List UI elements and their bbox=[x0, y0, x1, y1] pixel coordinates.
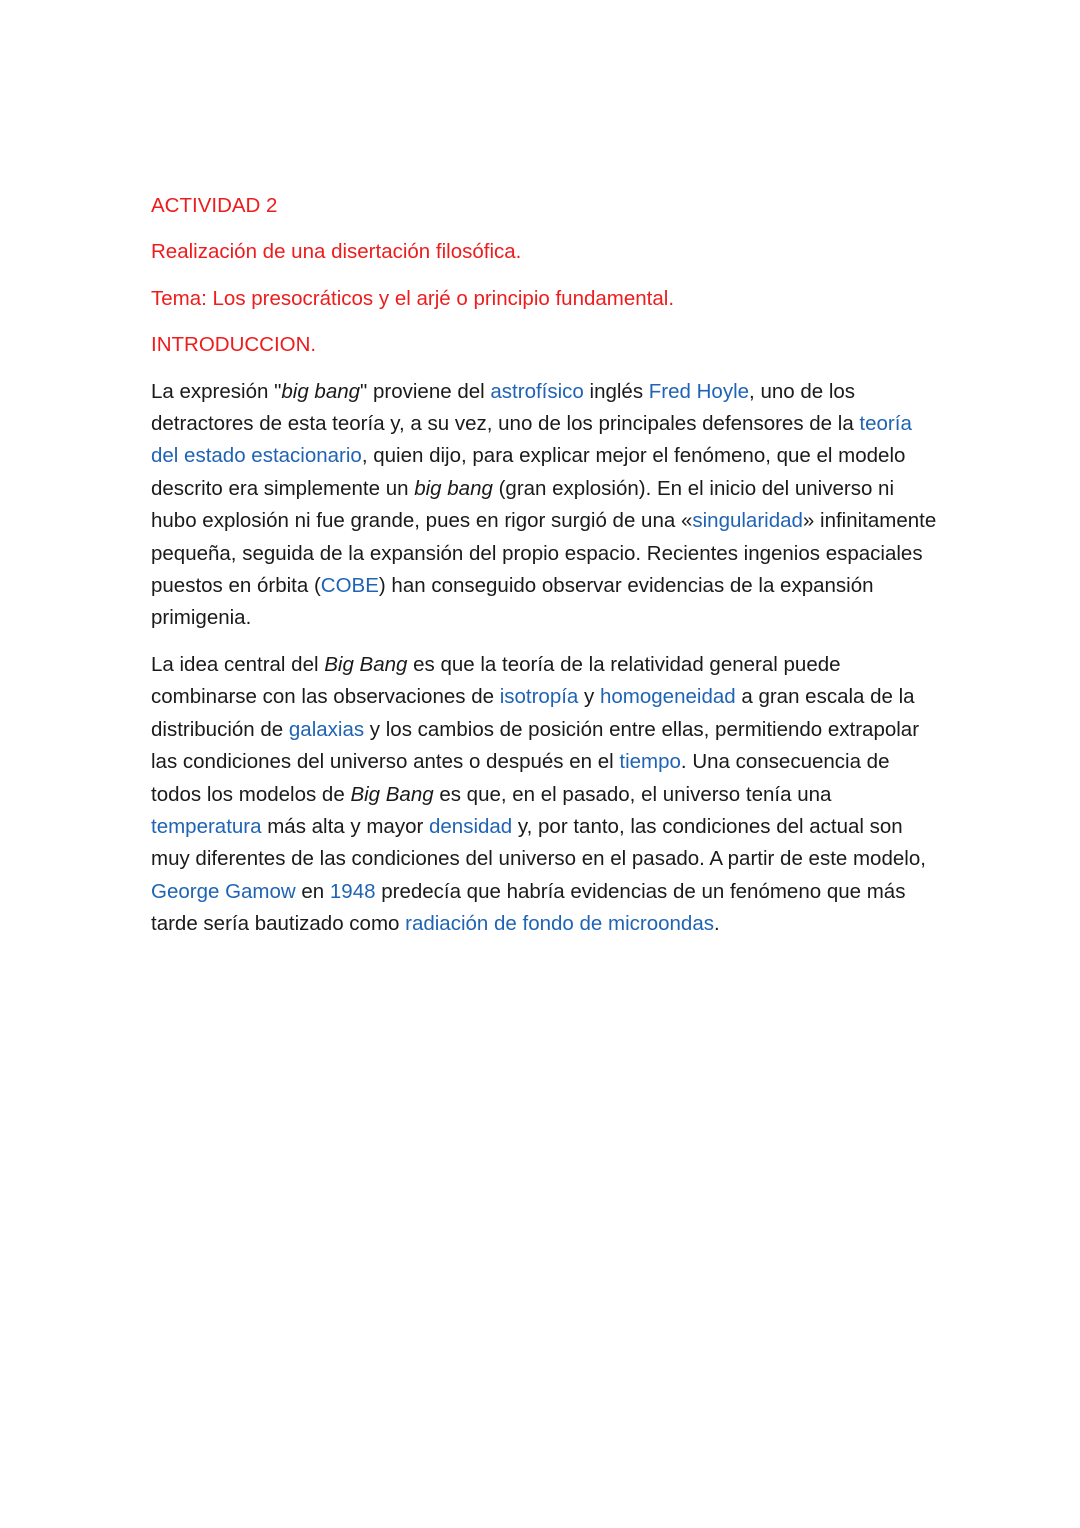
text-run: y bbox=[578, 685, 600, 709]
italic-term: big bang bbox=[281, 379, 361, 403]
text-run: predecía que habría evidencias de un fenómeno que más tarde sería bautizado como bbox=[151, 879, 906, 936]
link-temperatura[interactable]: temperatura bbox=[151, 814, 262, 838]
text-run: es que, en el pasado, el universo tenía una bbox=[433, 782, 832, 806]
link-densidad[interactable]: densidad bbox=[429, 814, 513, 838]
text-run: y, por tanto, las condiciones del actual son muy diferentes de las condiciones del universo en el pasado. A partir de este modelo, bbox=[151, 814, 926, 871]
text-run: en bbox=[295, 879, 330, 903]
link-isotropia[interactable]: isotropía bbox=[499, 685, 579, 709]
document-page bbox=[151, 190, 941, 955]
text-run: a gran escala de la distribución de bbox=[151, 685, 915, 741]
activity-heading: ACTIVIDAD 2 bbox=[151, 194, 278, 217]
text-run: La idea central del bbox=[151, 652, 325, 676]
text-run: . bbox=[713, 912, 720, 936]
text-run: ) han conseguido observar evidencias de la expansión primigenia. bbox=[151, 574, 874, 630]
text-run: . Una consecuencia de todos los modelos de bbox=[151, 750, 890, 806]
link-singularidad[interactable]: singularidad bbox=[692, 509, 803, 533]
task-heading: Realización de una disertación filosófica. bbox=[151, 240, 522, 264]
text-run: , uno de los detractores de esta teoría y, a su vez, uno de los principales defensores de la bbox=[151, 379, 860, 436]
text-run: es que la teoría de la relatividad general puede combinarse con las observaciones de bbox=[151, 652, 841, 709]
link-george-gamow[interactable]: George Gamow bbox=[151, 879, 296, 903]
text-run: (gran explosión). En el inicio del universo ni hubo explosión ni fue grande, pues en rigor surgió de una « bbox=[151, 476, 894, 533]
link-tiempo[interactable]: tiempo bbox=[619, 750, 681, 774]
link-cobe[interactable]: COBE bbox=[320, 574, 379, 598]
paragraph-intro-2 bbox=[151, 649, 941, 941]
link-fred-hoyle[interactable]: Fred Hoyle bbox=[648, 379, 750, 403]
text-run: » infinitamente pequeña, seguida de la expansión del propio espacio. Recientes ingenios espaciales puestos en órbita ( bbox=[151, 509, 937, 598]
link-homogeneidad[interactable]: homogeneidad bbox=[600, 685, 736, 709]
link-1948[interactable]: 1948 bbox=[329, 879, 376, 903]
italic-term: Big Bang bbox=[350, 782, 434, 806]
text-run: inglés bbox=[583, 379, 649, 403]
text-run: , quien dijo, para explicar mejor el fenómeno, que el modelo descrito era simplemente un bbox=[151, 444, 906, 500]
text-run: más alta y mayor bbox=[261, 814, 429, 838]
link-galaxias[interactable]: galaxias bbox=[288, 717, 365, 741]
text-run: " proviene del bbox=[360, 379, 491, 403]
paragraph-intro-1 bbox=[151, 376, 941, 635]
link-radiacion-fondo-microondas[interactable]: radiación de fondo de microondas bbox=[405, 912, 714, 936]
topic-heading: Tema: Los presocráticos y el arjé o principio fundamental. bbox=[151, 286, 675, 310]
text-run: La expresión " bbox=[151, 379, 282, 403]
text-run: y los cambios de posición entre ellas, permitiendo extrapolar las condiciones del universo antes o después en el bbox=[151, 717, 920, 774]
section-heading: INTRODUCCION. bbox=[151, 333, 317, 357]
italic-term: big bang bbox=[414, 476, 493, 500]
link-astrofisico[interactable]: astrofísico bbox=[490, 379, 584, 403]
link-estado-estacionario[interactable]: teoría del estado estacionario bbox=[151, 412, 912, 468]
italic-term: Big Bang bbox=[324, 652, 408, 676]
